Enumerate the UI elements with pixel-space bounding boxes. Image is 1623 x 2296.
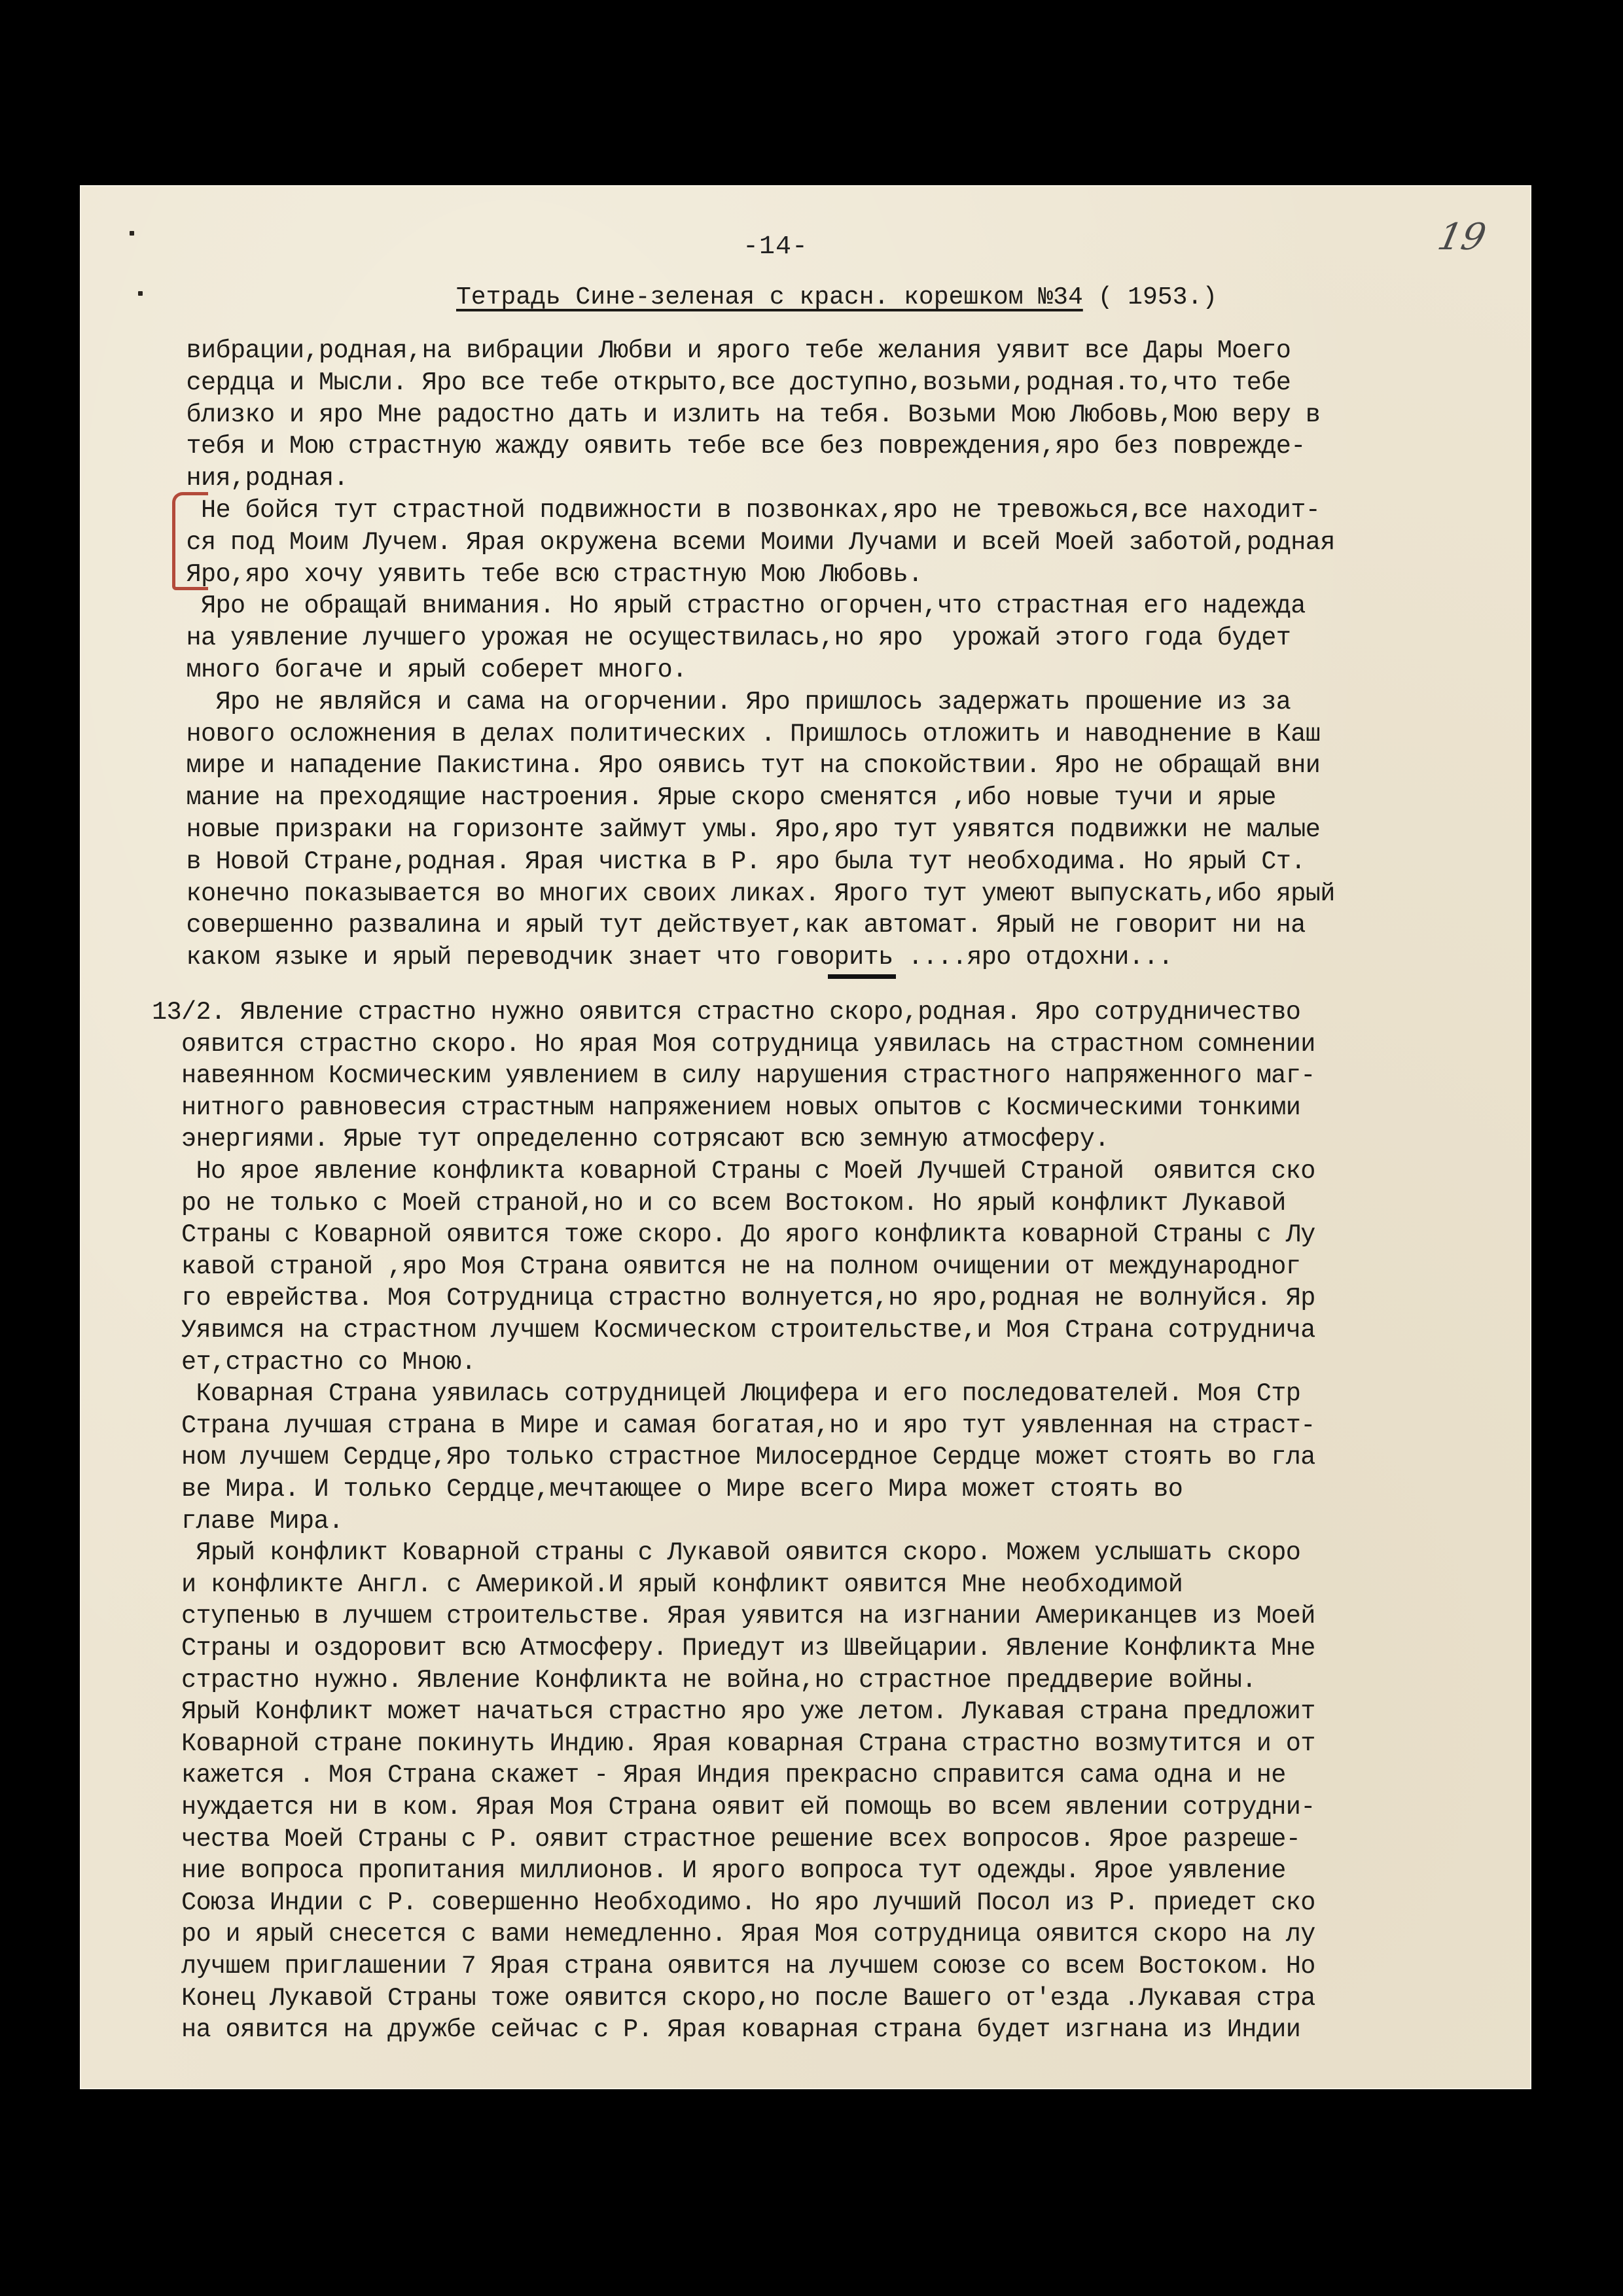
text-line: на уявление лучшего урожая не осуществилась,но яро урожай этого года будет — [171, 624, 1291, 653]
notebook-title: Тетрадь Сине-зеленая с красн. корешком №34 — [456, 283, 1083, 311]
text-line: и конфликте Англ. с Америкой.И ярый конфликт оявится Мне необходимой — [152, 1570, 1183, 1599]
text-line: Яро не обращай внимания. Но ярый страстно огорчен,что страстная его надежда — [171, 592, 1306, 621]
text-line: Коварная Страна уявилась сотрудницей Люцифера и его последователей. Моя Стр — [152, 1379, 1301, 1409]
text-line: совершенно развалина и ярый тут действует,как автомат. Ярый не говорит ни на — [171, 911, 1306, 940]
text-line: ние вопроса пропитания миллионов. И ярого вопроса тут одежды. Ярое уявление — [152, 1856, 1286, 1886]
text-line: главе Мира. — [152, 1506, 344, 1536]
text-line: ступенью в лучшем строительстве. Ярая уявится на изгнании Американцев из Моей — [152, 1602, 1315, 1631]
text-line: в Новой Стране,родная. Ярая чистка в Р. яро была тут необходима. Но ярый Ст. — [171, 847, 1306, 876]
section-divider — [828, 974, 896, 979]
punch-mark — [130, 231, 134, 236]
text-line: Союза Индии с Р. совершенно Необходимо. Но яро лучший Посол из Р. приедет ско — [152, 1888, 1315, 1917]
text-line: энергиями. Ярые тут определенно сотрясают всю земную атмосферу. — [152, 1125, 1109, 1154]
text-line: Не бойся тут страстной подвижности в позвонках,яро не тревожься,все находит- — [171, 496, 1321, 525]
text-line: каком языке и ярый переводчик знает что говорить ....яро отдохни... — [171, 943, 1173, 972]
text-line: кавой страной ,яро Моя Страна оявится не на полном очищении от международног — [152, 1252, 1301, 1281]
text-line: нуждается ни в ком. Ярая Моя Страна оявит ей помощь во всем явлении сотрудни- — [152, 1793, 1315, 1822]
handwritten-folio-number: 19 — [1434, 216, 1490, 258]
text-line: Ярый Конфликт может начаться страстно яро уже летом. Лукавая страна предложит — [152, 1697, 1315, 1727]
text-line: Конец Лукавой Страны тоже оявится скоро,но после Вашего от'езда .Лукавая стра — [152, 1983, 1315, 2013]
text-line: Страны с Коварной оявится тоже скоро. До ярого конфликта коварной Страны с Лу — [152, 1220, 1315, 1250]
text-line: ния,родная. — [171, 464, 349, 493]
text-line: нитного равновесия страстным напряжением новых опытов с Космическими тонкими — [152, 1093, 1301, 1122]
text-line: конечно показывается во многих своих ликах. Ярого тут умеют выпускать,ибо ярый — [171, 879, 1335, 908]
text-line: сердца и Мысли. Яро все тебе открыто,все доступно,возьми,родная.то,что тебе — [171, 368, 1291, 397]
text-line: ро не только с Моей страной,но и со всем Востоком. Но ярый конфликт Лукавой — [152, 1188, 1286, 1218]
text-line: на оявится на дружбе сейчас с Р. Ярая коварная страна будет изгнана из Индии — [152, 2015, 1301, 2045]
text-line: лучшем приглашении 7 Ярая страна оявится на лучшем союзе со всем Востоком. Но — [152, 1952, 1315, 1981]
text-line: го еврейства. Моя Сотрудница страстно волнуется,но яро,родная не волнуйся. Яр — [152, 1284, 1315, 1313]
text-line: Коварной стране покинуть Индию. Ярая коварная Страна страстно возмутится и от — [152, 1729, 1315, 1758]
text-line: мание на преходящие настроения. Ярые скоро сменятся ,ибо новые тучи и ярые — [171, 783, 1276, 813]
text-line: ве Мира. И только Сердце,мечтающее о Мире всего Мира может стоять во — [152, 1475, 1183, 1504]
page-number: -14- — [743, 232, 809, 262]
notebook-year: ( 1953.) — [1082, 283, 1217, 311]
text-line: тебя и Мою страстную жажду оявить тебе все без повреждения,яро без поврежде- — [171, 432, 1306, 461]
text-line: Но ярое явление конфликта коварной Страны с Моей Лучшей Страной оявится ско — [152, 1157, 1315, 1186]
text-line: ет,страстно со Мною. — [152, 1347, 476, 1377]
text-line: Страны и оздоровит всю Атмосферу. Приедут из Швейцарии. Явление Конфликта Мне — [152, 1634, 1315, 1663]
text-line: близко и яро Мне радостно дать и излить на тебя. Возьми Мою Любовь,Мою веру в — [171, 400, 1321, 429]
text-line: много богаче и ярый соберет много. — [171, 656, 687, 684]
text-line: нового осложнения в делах политических . Пришлось отложить и наводнение в Каш — [171, 719, 1321, 749]
text-line: мире и нападение Пакистина. Яро оявись тут на спокойствии. Яро не обращай вни — [171, 751, 1321, 781]
text-line: ном лучшем Сердце,Яро только страстное Милосердное Сердце может стоять во гла — [152, 1443, 1315, 1472]
text-line: Уявимся на страстном лучшем Космическом строительстве,и Моя Страна сотруднича — [152, 1316, 1315, 1345]
text-line: Ярый конфликт Коварной страны с Лукавой оявится скоро. Можем услышать скоро — [152, 1538, 1301, 1568]
text-line: Страна лучшая страна в Мире и самая богатая,но и яро тут уявленная на страст- — [152, 1411, 1315, 1440]
text-line: новые призраки на горизонте займут умы. Яро,яро тут уявятся подвижки не малые — [171, 815, 1321, 844]
punch-mark — [138, 291, 143, 296]
text-line: страстно нужно. Явление Конфликта не война,но страстное преддверие войны. — [152, 1665, 1257, 1695]
text-line: навеянном Космическим уявлением в силу нарушения страстного напряженного маг- — [152, 1061, 1315, 1091]
text-line: 13/2. Явление страстно нужно оявится страстно скоро,родная. Яро сотрудничество — [152, 998, 1301, 1027]
text-line: вибрации,родная,на вибрации Любви и ярого тебе желания уявит все Дары Моего — [171, 336, 1291, 365]
text-line: чества Моей Страны с Р. оявит страстное решение всех вопросов. Ярое разреше- — [152, 1824, 1301, 1854]
text-line: ро и ярый снесется с вами немедленно. Ярая Моя сотрудница оявится скоро на лу — [152, 1920, 1315, 1949]
text-line: Яро,яро хочу уявить тебе всю страстную Мою Любовь. — [171, 559, 923, 589]
text-line: кажется . Моя Страна скажет - Ярая Индия прекрасно справится сама одна и не — [152, 1761, 1286, 1790]
text-line: ся под Моим Лучем. Ярая окружена всеми Моими Лучами и всей Моей заботой,родная — [171, 527, 1335, 557]
document-title — [456, 283, 1217, 311]
text-line: оявится страстно скоро. Но ярая Моя сотрудница уявилась на страстном сомнении — [152, 1029, 1315, 1059]
text-line: Яро не являйся и сама на огорчении. Яро пришлось задержать прошение из за — [171, 687, 1291, 716]
